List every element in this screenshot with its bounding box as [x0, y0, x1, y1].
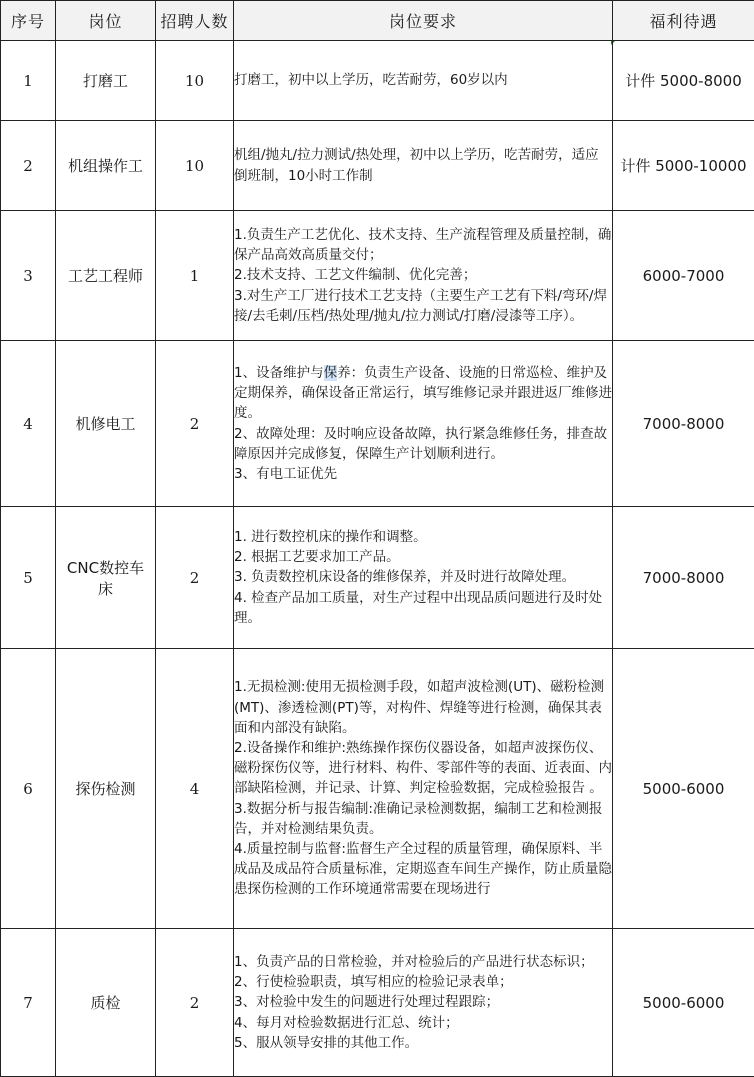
header-welfare[interactable]: 福利待遇 [613, 1, 754, 41]
seq-cell[interactable]: 1 [1, 41, 56, 121]
requirements-cell[interactable]: 1.无损检测:使用无损检测手段，如超声波检测(UT)、磁粉检测(MT)、渗透检测(PT)等，对构件、焊缝等进行检测，确保其表面和内部没有缺陷。 2.设备操作和维护:熟练操作探伤仪器设备，如超声波探伤仪、磁粉探伤仪等，进行材料、构件、零部件等的表面、近表面、内部缺陷检测，并记录、计算、判定检验数据，完成检验报告 。 3.数据分析与报告编制:准确记录检测数据，编制工艺和检测报告，并对检测结果负责。 4.质量控制与监督:监督生产全过程的质量管理，确保原料、半成品及成品符合质量标准，定期巡查车间生产操作，防止质量隐患探伤检测的工作环境通常需要在现场进行 [234, 649, 613, 929]
position-cell[interactable]: CNC数控车床 [56, 507, 156, 649]
requirements-cell[interactable] [234, 341, 613, 507]
welfare-cell[interactable]: 计件 5000-10000 [613, 121, 754, 211]
header-seq[interactable]: 序号 [1, 1, 56, 41]
count-cell[interactable]: 2 [156, 929, 234, 1077]
seq-cell[interactable]: 5 [1, 507, 56, 649]
requirements-cell[interactable]: 1. 进行数控机床的操作和调整。 2. 根据工艺要求加工产品。 3. 负责数控机床设备的维修保养，并及时进行故障处理。 4. 检查产品加工质量，对生产过程中出现品质问题进行及时处理。 [234, 507, 613, 649]
count-cell[interactable]: 1 [156, 211, 234, 341]
requirements-text-start: 1、设备维护与 [234, 365, 324, 381]
requirements-cell[interactable]: 打磨工，初中以上学历，吃苦耐劳，60岁以内 [234, 41, 613, 121]
table-row [1, 929, 754, 1077]
seq-cell[interactable]: 7 [1, 929, 56, 1077]
header-position[interactable]: 岗位 [56, 1, 156, 41]
count-cell[interactable]: 10 [156, 121, 234, 211]
header-count[interactable]: 招聘人数 [156, 1, 234, 41]
text-selection-highlight: 保 [324, 365, 338, 381]
count-cell[interactable]: 2 [156, 341, 234, 507]
seq-cell[interactable]: 4 [1, 341, 56, 507]
position-cell[interactable]: 探伤检测 [56, 649, 156, 929]
count-cell[interactable]: 10 [156, 41, 234, 121]
welfare-cell[interactable]: 5000-6000 [613, 649, 754, 929]
table-row [1, 211, 754, 341]
requirements-cell[interactable]: 1、负责产品的日常检验，并对检验后的产品进行状态标识； 2、行使检验职责，填写相应的检验记录表单； 3、对检验中发生的问题进行处理过程跟踪； 4、每月对检验数据进行汇总、统计； 5、服从领导安排的其他工作。 [234, 929, 613, 1077]
welfare-cell[interactable]: 计件 5000-8000 [613, 41, 754, 121]
position-cell[interactable]: 机修电工 [56, 341, 156, 507]
welfare-cell[interactable]: 6000-7000 [613, 211, 754, 341]
count-cell[interactable]: 4 [156, 649, 234, 929]
seq-cell[interactable]: 2 [1, 121, 56, 211]
position-cell[interactable]: 工艺工程师 [56, 211, 156, 341]
position-cell[interactable]: 质检 [56, 929, 156, 1077]
header-requirements[interactable]: 岗位要求 [234, 1, 613, 41]
seq-cell[interactable]: 6 [1, 649, 56, 929]
requirements-text-rest: 养：负责生产设备、设施的日常巡检、维护及定期保养，确保设备正常运行，填写维修记录并跟进返厂维修进度。 2、故障处理：及时响应设备故障，执行紧急维修任务，排查故障原因并完成修复，保障生产计划顺利进行。 3、有电工证优先 [234, 365, 612, 482]
table-row [1, 121, 754, 211]
position-cell[interactable]: 打磨工 [56, 41, 156, 121]
seq-cell[interactable]: 3 [1, 211, 56, 341]
table-row [1, 41, 754, 121]
table-row [1, 507, 754, 649]
requirements-cell[interactable]: 1.负责生产工艺优化、技术支持、生产流程管理及质量控制，确保产品高效高质量交付； 2.技术支持、工艺文件编制、优化完善； 3.对生产工厂进行技术工艺支持（主要生产工艺有下料/弯环/焊接/去毛刺/压档/热处理/抛丸/拉力测试/打磨/浸漆等工序）。 [234, 211, 613, 341]
requirements-cell[interactable]: 机组/抛丸/拉力测试/热处理，初中以上学历，吃苦耐劳，适应倒班制，10小时工作制 [234, 121, 613, 211]
header-row [1, 1, 754, 41]
welfare-cell[interactable]: 7000-8000 [613, 341, 754, 507]
table-row [1, 649, 754, 929]
welfare-cell[interactable]: 5000-6000 [613, 929, 754, 1077]
welfare-cell[interactable]: 7000-8000 [613, 507, 754, 649]
count-cell[interactable]: 2 [156, 507, 234, 649]
position-cell[interactable]: 机组操作工 [56, 121, 156, 211]
table-row [1, 341, 754, 507]
